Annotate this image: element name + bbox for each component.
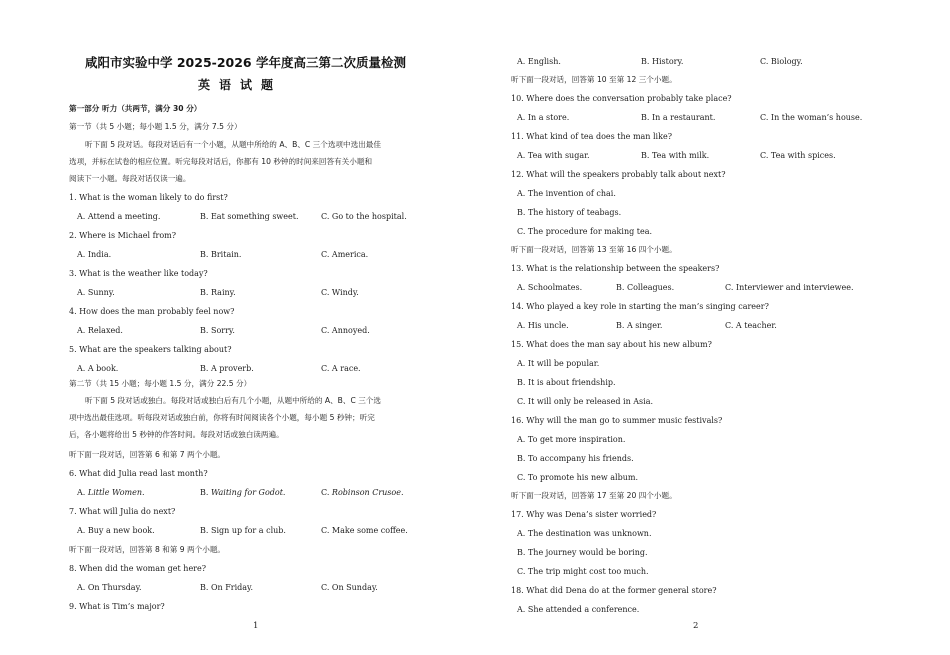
question-text: 10. Where does the conversation probably take place?: [511, 94, 732, 103]
option-c: C. Biology.: [760, 57, 803, 66]
exam-subtitle: 英语试题: [198, 78, 283, 92]
option-a: A. English.: [517, 57, 561, 66]
option-b: B. History.: [641, 57, 684, 66]
option-c: C. A teacher.: [725, 321, 777, 330]
page-number: 1: [253, 621, 259, 631]
option-c: C. The trip might cost too much.: [517, 567, 649, 576]
option-c: C. Go to the hospital.: [321, 212, 407, 221]
option-c: C. Robinson Crusoe.: [321, 488, 404, 497]
option-a: A. To get more inspiration.: [517, 435, 626, 444]
option-b: B. The journey would be boring.: [517, 548, 648, 557]
option-a: A. On Thursday.: [77, 583, 142, 592]
option-b: B. Eat something sweet.: [200, 212, 299, 221]
dialog-intro: 听下面一段对话，回答第 13 至第 16 四个小题。: [511, 245, 677, 254]
option-c: C. On Sunday.: [321, 583, 378, 592]
question-text: 3. What is the weather like today?: [69, 269, 208, 278]
option-a: A. The invention of chai.: [517, 189, 616, 198]
question-text: 2. Where is Michael from?: [69, 231, 177, 240]
question-text: 4. How does the man probably feel now?: [69, 307, 235, 316]
option-a: A. The destination was unknown.: [517, 529, 652, 538]
question-text: 7. What will Julia do next?: [69, 507, 176, 516]
instruction-line: 听下面 5 段对话。每段对话后有一个小题，从题中所给的 A、B、C 三个选项中选出最佳: [85, 140, 381, 149]
option-b: B. Colleagues.: [616, 283, 675, 292]
question-text: 14. Who played a key role in starting the man’s singing career?: [511, 302, 769, 311]
question-text: 12. What will the speakers probably talk about next?: [511, 170, 726, 179]
option-b: B. It is about friendship.: [517, 378, 616, 387]
option-c: C. To promote his new album.: [517, 473, 639, 482]
part1-heading: 第一部分 听力（共两节，满分 30 分）: [69, 104, 202, 113]
option-b: B. To accompany his friends.: [517, 454, 634, 463]
section2-heading: 第二节（共 15 小题；每小题 1.5 分，满分 22.5 分）: [69, 379, 252, 388]
page-2: [475, 0, 950, 655]
dialog-intro: 听下面一段对话，回答第 17 至第 20 四个小题。: [511, 491, 677, 500]
option-c: C. A race.: [321, 364, 361, 373]
page-number: 2: [693, 621, 699, 631]
question-text: 15. What does the man say about his new album?: [511, 340, 712, 349]
option-b: B. On Friday.: [200, 583, 254, 592]
section1-heading: 第一节（共 5 小题；每小题 1.5 分，满分 7.5 分）: [69, 122, 242, 131]
option-a: A. Little Women.: [77, 488, 145, 497]
option-b: B. A proverb.: [200, 364, 254, 373]
option-c: C. It will only be released in Asia.: [517, 397, 654, 406]
option-a: A. In a store.: [517, 113, 570, 122]
option-b: B. Tea with milk.: [641, 151, 710, 160]
question-text: 11. What kind of tea does the man like?: [511, 132, 672, 141]
option-b: B. In a restaurant.: [641, 113, 716, 122]
question-text: 8. When did the woman get here?: [69, 564, 207, 573]
option-a: A. Schoolmates.: [517, 283, 583, 292]
option-b: B. Waiting for Godot.: [200, 488, 286, 497]
question-text: 18. What did Dena do at the former general store?: [511, 586, 717, 595]
option-a: A. His uncle.: [517, 321, 569, 330]
instruction-line: 阅读下一小题。每段对话仅读一遍。: [69, 174, 191, 183]
option-b: B. The history of teabags.: [517, 208, 622, 217]
option-a: A. Attend a meeting.: [77, 212, 161, 221]
instruction-line: 项中选出最佳选项。听每段对话或独白前，你将有时间阅读各个小题，每小题 5 秒钟；听完: [69, 413, 375, 422]
option-c: C. In the woman’s house.: [760, 113, 863, 122]
dialog-intro: 听下面一段对话，回答第 10 至第 12 三个小题。: [511, 75, 677, 84]
option-b: B. Sorry.: [200, 326, 235, 335]
instruction-line: 听下面 5 段对话或独白。每段对话或独白后有几个小题，从题中所给的 A、B、C 三个选: [85, 396, 381, 405]
option-a: A. Relaxed.: [77, 326, 123, 335]
instruction-line: 后，各小题将给出 5 秒钟的作答时间。每段对话或独白读两遍。: [69, 430, 284, 439]
dialog-intro: 听下面一段对话，回答第 8 和第 9 两个小题。: [69, 545, 226, 554]
dialog-intro: 听下面一段对话，回答第 6 和第 7 两个小题。: [69, 450, 226, 459]
question-text: 6. What did Julia read last month?: [69, 469, 208, 478]
instruction-line: 选项，并标在试卷的相应位置。听完每段对话后，你都有 10 秒钟的时间来回答有关小题和: [69, 157, 373, 166]
option-c: C. Interviewer and interviewee.: [725, 283, 854, 292]
option-a: A. A book.: [77, 364, 119, 373]
option-a: A. It will be popular.: [517, 359, 600, 368]
option-a: A. Sunny.: [77, 288, 115, 297]
option-b: B. A singer.: [616, 321, 663, 330]
question-text: 17. Why was Dena’s sister worried?: [511, 510, 657, 519]
option-c: C. America.: [321, 250, 369, 259]
option-a: A. Buy a new book.: [77, 526, 155, 535]
option-b: B. Britain.: [200, 250, 242, 259]
option-c: C. Tea with spices.: [760, 151, 836, 160]
question-text: 5. What are the speakers talking about?: [69, 345, 232, 354]
question-text: 13. What is the relationship between the speakers?: [511, 264, 720, 273]
option-b: B. Rainy.: [200, 288, 236, 297]
option-c: C. Annoyed.: [321, 326, 370, 335]
question-text: 1. What is the woman likely to do first?: [69, 193, 228, 202]
question-text: 9. What is Tim’s major?: [69, 602, 165, 611]
question-text: 16. Why will the man go to summer music festivals?: [511, 416, 723, 425]
option-a: A. India.: [77, 250, 112, 259]
option-c: C. The procedure for making tea.: [517, 227, 653, 236]
option-a: A. Tea with sugar.: [517, 151, 590, 160]
option-b: B. Sign up for a club.: [200, 526, 286, 535]
option-a: A. She attended a conference.: [517, 605, 640, 614]
option-c: C. Make some coffee.: [321, 526, 408, 535]
option-c: C. Windy.: [321, 288, 359, 297]
exam-title: 咸阳市实验中学 2025-2026 学年度高三第二次质量检测: [85, 55, 406, 70]
